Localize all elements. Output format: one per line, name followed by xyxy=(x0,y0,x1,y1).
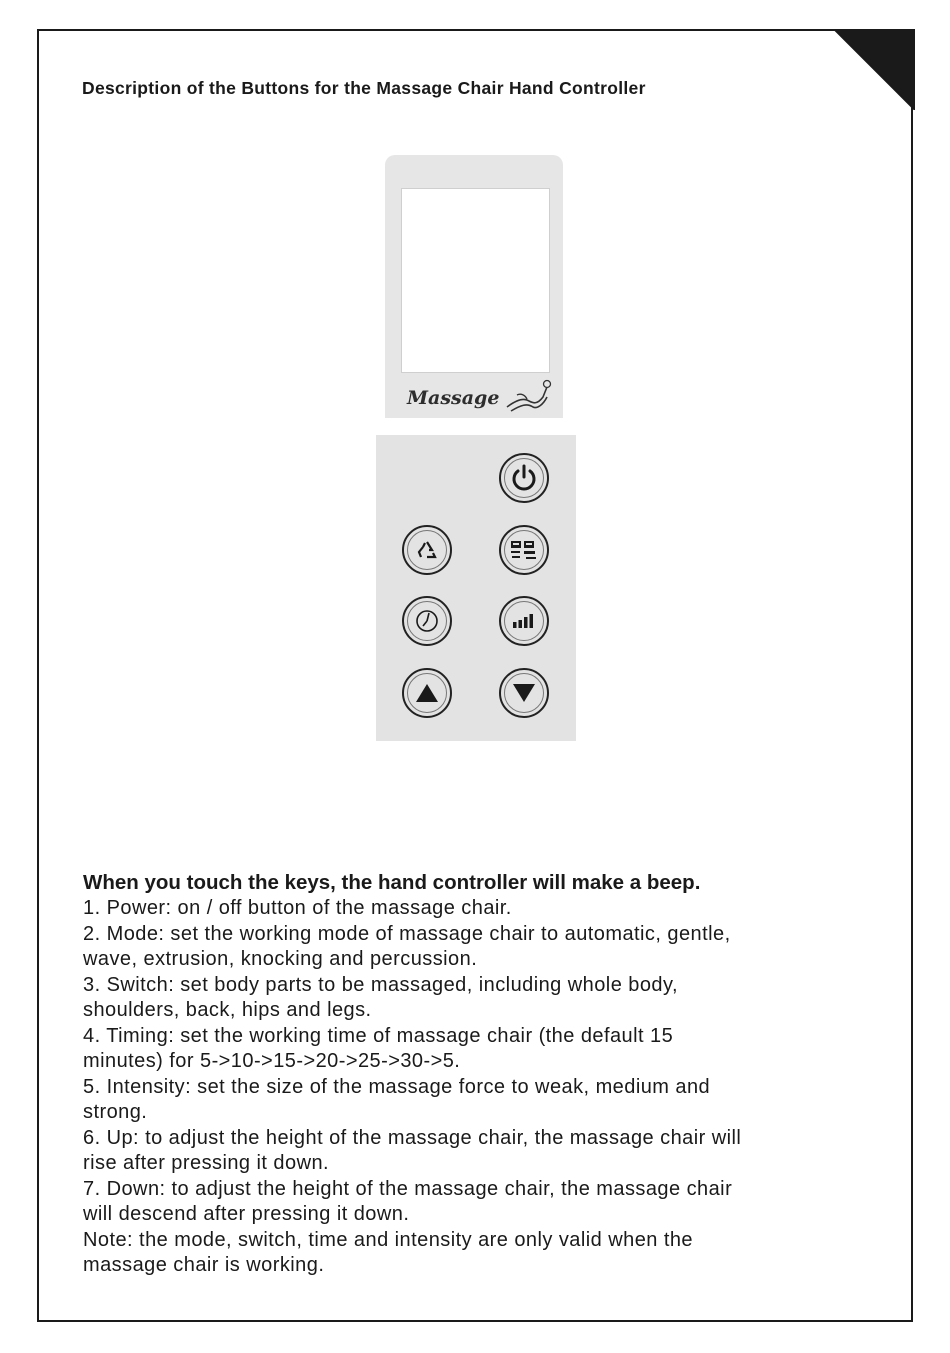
timing-button[interactable] xyxy=(402,596,452,646)
brand-logo xyxy=(403,377,553,417)
corner-tab xyxy=(834,29,915,110)
instruction-line: 2. Mode: set the working mode of massage chair to automatic, gentle, xyxy=(83,922,731,945)
controller-screen xyxy=(401,188,550,373)
down-button[interactable] xyxy=(499,668,549,718)
instruction-line: minutes) for 5->10->15->20->25->30->5. xyxy=(83,1050,461,1072)
instruction-line: 4. Timing: set the working time of massage chair (the default 15 xyxy=(83,1024,674,1047)
document-title: Description of the Buttons for the Massage Chair Hand Controller xyxy=(82,78,646,98)
controller-display-unit xyxy=(385,155,563,418)
triangle-up-icon xyxy=(414,682,440,704)
switch-button[interactable] xyxy=(499,525,549,575)
instruction-note xyxy=(83,1228,873,1279)
power-button[interactable] xyxy=(499,453,549,503)
instruction-line: wave, extrusion, knocking and percussion. xyxy=(83,948,478,970)
instruction-line: Note: the mode, switch, time and intensity are only valid when the xyxy=(83,1228,694,1251)
instruction-down xyxy=(83,1177,873,1228)
instruction-up xyxy=(83,1126,873,1177)
instruction-line: 3. Switch: set body parts to be massaged, including whole body, xyxy=(83,973,678,996)
recycle-icon xyxy=(416,539,438,561)
intensity-button[interactable] xyxy=(499,596,549,646)
reclining-chair-icon xyxy=(503,377,553,417)
instruction-line: 1. Power: on / off button of the massage chair. xyxy=(83,897,512,919)
instruction-line: rise after pressing it down. xyxy=(83,1152,330,1174)
up-button[interactable] xyxy=(402,668,452,718)
instruction-line: shoulders, back, hips and legs. xyxy=(83,999,372,1021)
instruction-line: 6. Up: to adjust the height of the massage chair, the massage chair will xyxy=(83,1126,742,1149)
clock-icon xyxy=(414,608,440,634)
instruction-switch xyxy=(83,973,873,1024)
instruction-power xyxy=(83,896,873,922)
instructions-section xyxy=(83,870,873,1279)
instruction-line: will descend after pressing it down. xyxy=(83,1203,410,1225)
controller-keypad xyxy=(376,435,576,741)
instruction-line: strong. xyxy=(83,1101,148,1123)
instructions-lead: When you touch the keys, the hand controller will make a beep. xyxy=(83,871,701,894)
instruction-mode xyxy=(83,922,873,973)
instruction-timing xyxy=(83,1024,873,1075)
instruction-intensity xyxy=(83,1075,873,1126)
mode-button[interactable] xyxy=(402,525,452,575)
brand-text: Massage xyxy=(407,387,500,409)
power-icon xyxy=(509,463,539,493)
triangle-down-icon xyxy=(511,682,537,704)
instruction-line: 7. Down: to adjust the height of the massage chair, the massage chair xyxy=(83,1177,733,1200)
instruction-line: 5. Intensity: set the size of the massage force to weak, medium and xyxy=(83,1075,711,1098)
body-parts-icon xyxy=(509,538,539,562)
instruction-line: massage chair is working. xyxy=(83,1254,325,1276)
signal-bars-icon xyxy=(512,612,536,630)
